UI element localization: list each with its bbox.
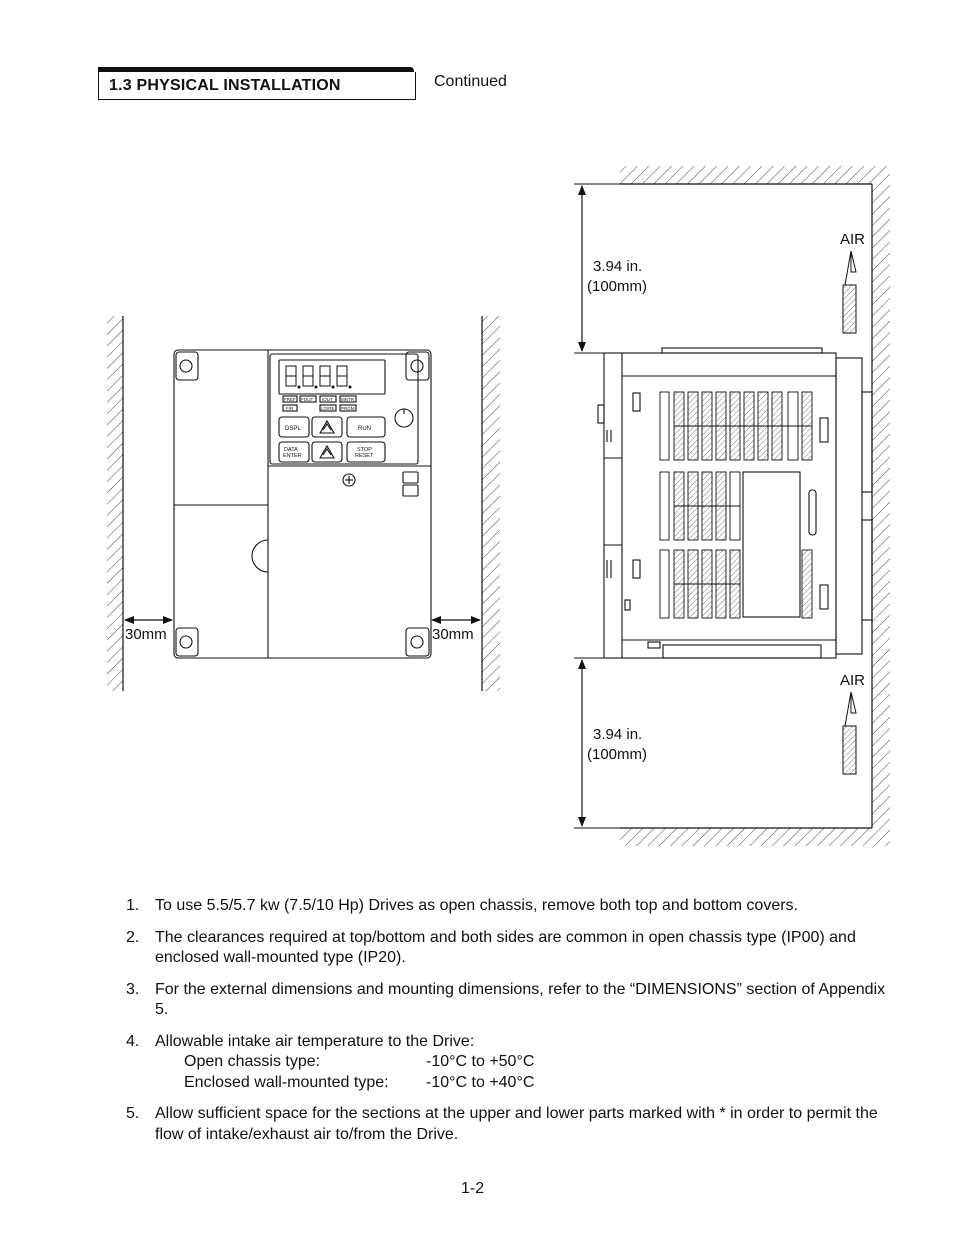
air-label-bottom: AIR <box>840 672 866 689</box>
led-display <box>286 366 351 388</box>
temperature-value: -10°C to +50°C <box>426 1053 535 1070</box>
back-wall <box>872 184 890 828</box>
indicator-prgm: PRGM <box>341 406 355 411</box>
note-item <box>126 980 886 1021</box>
data-key-label: DATA <box>284 447 298 453</box>
bottom-clearance-inches: 3.94 in. <box>593 726 643 743</box>
note-item <box>126 1032 886 1094</box>
air-arrow-bottom <box>840 672 865 774</box>
note-text: Allowable intake air temperature to the Drive: <box>155 1032 475 1050</box>
note-text: For the external dimensions and mounting dimensions, refer to the “DIMENSIONS” section of Appendix 5. <box>155 980 886 1018</box>
run-key-label: RUN <box>358 426 371 432</box>
note-number: 4. <box>126 1032 140 1050</box>
note-text: The clearances required at top/bottom and both sides are common in open chassis type (IP00) and enclosed wall-mounted type (IP20). <box>155 928 856 966</box>
right-clearance-label: 30mm <box>432 626 474 643</box>
top-clearance-mm: (100mm) <box>587 278 648 295</box>
indicator-fref: FREF <box>284 397 296 402</box>
note-item <box>126 896 886 917</box>
page-number: 1-2 <box>461 1180 485 1197</box>
temperature-row <box>155 1052 886 1073</box>
reset-key-label: RESET <box>355 453 374 459</box>
temperature-row <box>155 1073 886 1094</box>
temperature-label: Open chassis type: <box>184 1053 321 1070</box>
note-item <box>126 1104 886 1145</box>
indicator-fr: F/R <box>286 406 294 411</box>
note-number: 2. <box>126 928 140 946</box>
top-clearance-inches: 3.94 in. <box>593 258 643 275</box>
indicator-fout: FOUT <box>301 397 314 402</box>
right-wall <box>482 316 500 691</box>
note-text: Allow sufficient space for the sections at the upper and lower parts marked with * in order to permit the flow of intake/exhaust air to/from the Drive. <box>155 1105 878 1143</box>
stop-key-label: STOP <box>357 447 372 453</box>
floor <box>620 828 890 846</box>
vent-grille <box>660 392 812 618</box>
left-wall <box>107 316 123 691</box>
bottom-clearance-mm: (100mm) <box>587 746 648 763</box>
indicator-mntr: MNTR <box>341 397 354 402</box>
note-number: 1. <box>126 897 140 914</box>
air-label-top: AIR <box>840 231 866 248</box>
continued-label: Continued <box>434 73 507 90</box>
note-text: To use 5.5/5.7 kw (7.5/10 Hp) Drives as open chassis, remove both top and bottom covers. <box>155 897 798 914</box>
ceiling <box>620 166 890 184</box>
air-arrow-top <box>840 231 865 333</box>
note-number: 5. <box>126 1105 140 1122</box>
temperature-value: -10°C to +40°C <box>426 1073 535 1091</box>
indicator-lore: LO/RE <box>321 406 335 411</box>
left-clearance-label: 30mm <box>125 626 167 643</box>
note-item <box>126 928 886 969</box>
section-title: 1.3 PHYSICAL INSTALLATION <box>109 77 341 94</box>
dspl-key-label: DSPL <box>285 426 301 432</box>
indicator-iout: IOUT <box>322 397 333 402</box>
enter-key-label: ENTER <box>283 453 302 459</box>
temperature-label: Enclosed wall-mounted type: <box>184 1073 389 1091</box>
notes-list <box>126 896 886 1156</box>
note-number: 3. <box>126 980 140 998</box>
